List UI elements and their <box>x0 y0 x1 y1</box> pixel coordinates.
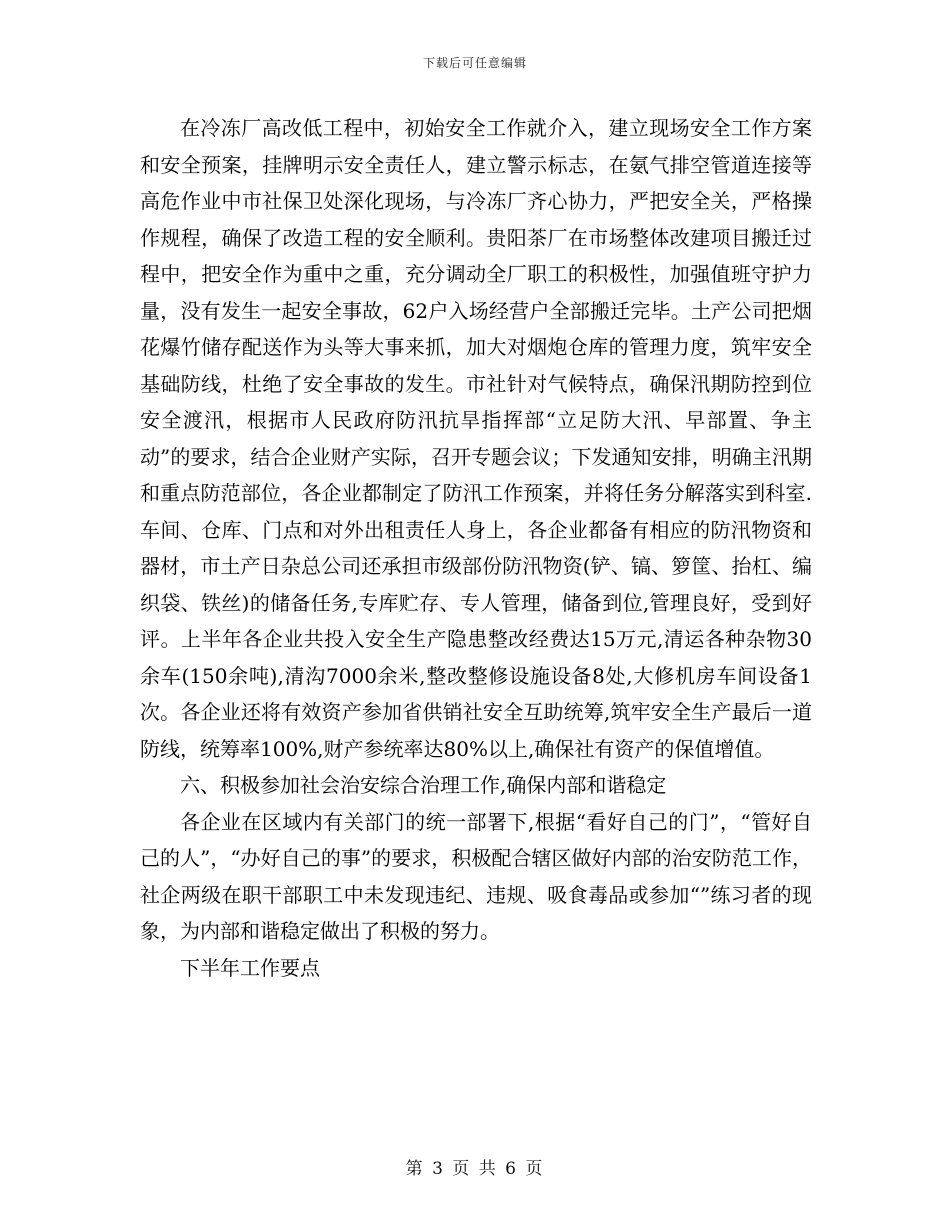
section-heading-public-security: 六、积极参加社会治安综合治理工作,确保内部和谐稳定 <box>180 773 667 797</box>
page-number-footer: 第 3 页 共 6 页 <box>405 1159 545 1179</box>
section-heading-second-half-plan: 下半年工作要点 <box>180 955 320 980</box>
page-header: 下载后可任意编辑 <box>422 56 527 70</box>
paragraph-public-security: 各企业在区域内有关部门的统一部署下,根据“看好自己的门”，“管好自己的人”，“办好自己的事”的要求，积极配合辖区做好内部的治安防范工作，社企两级在职干部职工中未发现违纪、违规、吸食毒品或参加“”练习者的现象，为内部和谐稳定做出了积极的努力。 <box>140 809 812 943</box>
document-body <box>140 110 812 986</box>
paragraph-safety-work: 在冷冻厂高改低工程中，初始安全工作就介入，建立现场安全工作方案和安全预案，挂牌明示安全责任人，建立警示标志，在氨气排空管道连接等高危作业中市社保卫处深化现场，与冷冻厂齐心协力，严把安全关，严格操作规程，确保了改造工程的安全顺利。贵阳茶厂在市场整体改建项目搬迁过程中，把安全作为重中之重，充分调动全厂职工的积极性，加强值班守护力量，没有发生一起安全事故，62户入场经营户全部搬迁完毕。土产公司把烟花爆竹储存配送作为头等大事来抓，加大对烟炮仓库的管理力度，筑牢安全基础防线，杜绝了安全事故的发生。市社针对气候特点，确保汛期防控到位安全渡汛，根据市人民政府防汛抗旱指挥部“立足防大汛、早部置、争主动”的要求，结合企业财产实际，召开专题会议；下发通知安排，明确主汛期和重点防范部位，各企业都制定了防汛工作预案，并将任务分解落实到科室.车间、仓库、门点和对外出租责任人身上，各企业都备有相应的防汛物资和器材，市土产日杂总公司还承担市级部份防汛物资(铲、镐、箩筐、抬杠、编织袋、铁丝)的储备任务,专库贮存、专人管理，储备到位,管理良好，受到好评。上半年各企业共投入安全生产隐患整改经费达15万元,清运各种杂物30余车(150余吨),清沟7000余米,整改整修设施设备8处,大修机房车间设备1次。各企业还将有效资产参加省供销社安全互助统筹,筑牢安全生产最后一道防线，统筹率100%,财产参统率达80%以上,确保社有资产的保值增值。 <box>140 116 812 761</box>
